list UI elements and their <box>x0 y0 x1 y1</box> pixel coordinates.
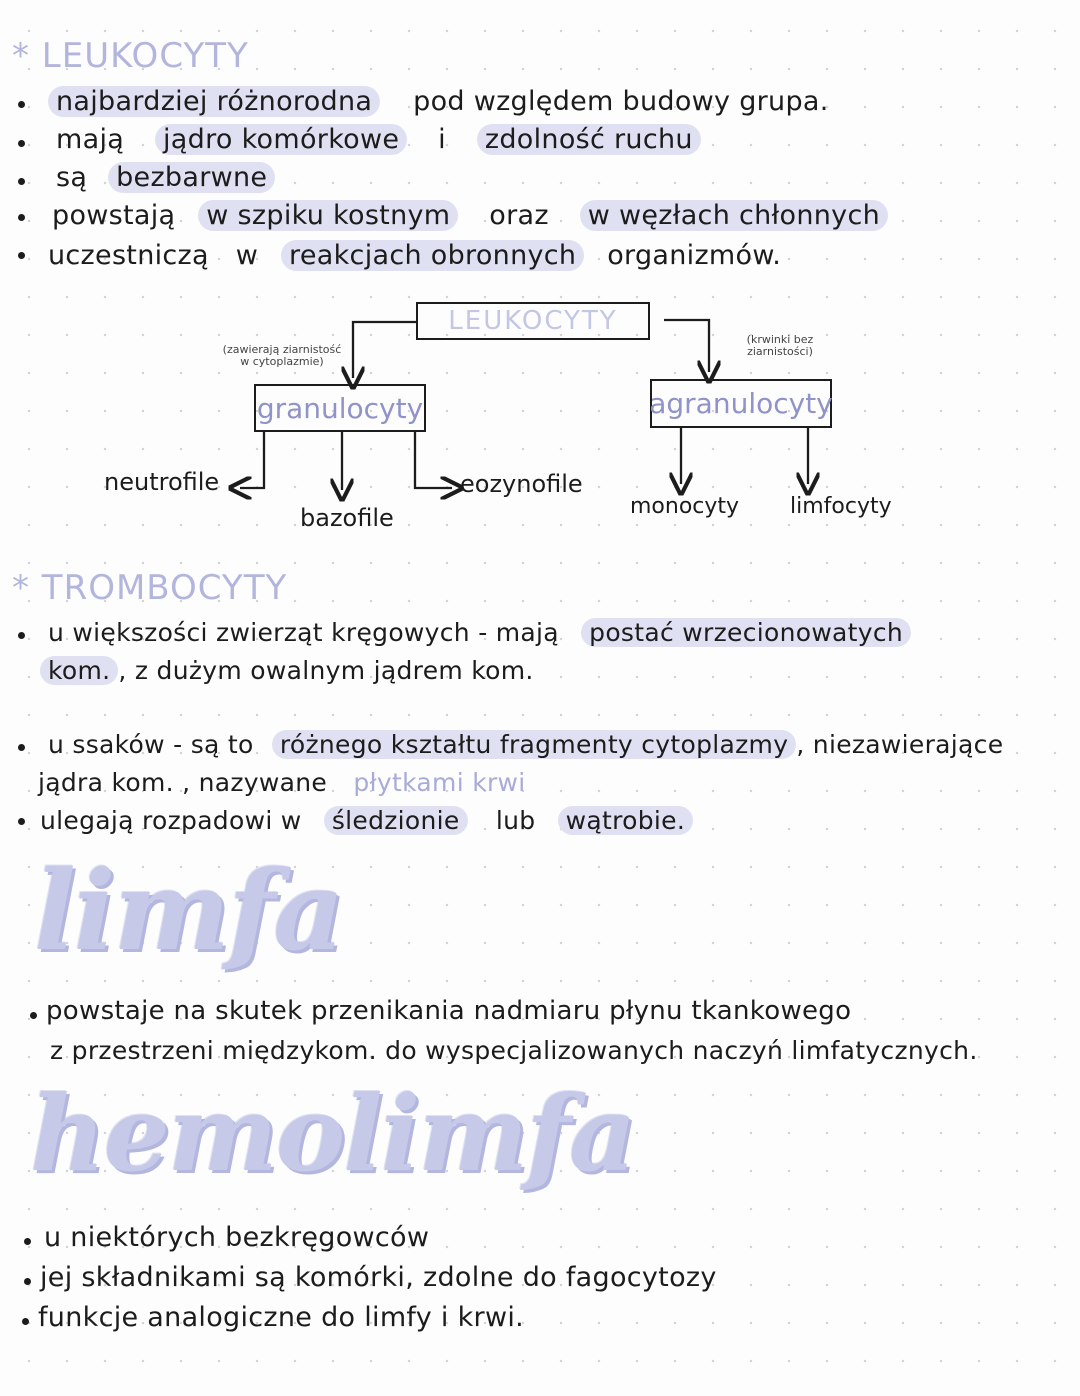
limfocyty-label: limfocyty <box>790 494 892 519</box>
neutrofile-label: neutrofile <box>104 468 220 496</box>
text: ulegają rozpadowi w <box>40 806 302 835</box>
limfa-line2: z przestrzeni międzykom. do wyspecjalizowanych naczyń limfatycznych. <box>50 1036 978 1065</box>
bullet-dot <box>24 1278 31 1285</box>
highlight: zdolność ruchu <box>477 124 701 155</box>
highlight: różnego kształtu fragmenty cytoplazmy <box>272 730 796 759</box>
text: pod względem budowy grupa. <box>413 86 829 117</box>
text: jądra kom. , nazywane <box>38 768 328 797</box>
highlight: jądro komórkowe <box>155 124 407 155</box>
text: są <box>56 162 88 193</box>
text: w <box>235 240 259 271</box>
hemolimfa-bullet-2: jej składnikami są komórki, zdolne do fagocytozy <box>40 1262 717 1293</box>
text: uczestniczą <box>48 240 209 271</box>
highlight: wątrobie. <box>558 806 693 835</box>
text: powstają <box>52 200 176 231</box>
text: , niezawierające <box>796 730 1004 759</box>
agranulocyty-box: agranulocyty <box>650 379 832 428</box>
eozynofile-label: eozynofile <box>460 470 583 498</box>
monocyty-label: monocyty <box>630 494 740 519</box>
limfa-line1: powstaje na skutek przenikania nadmiaru płynu tkankowego <box>46 996 852 1026</box>
highlight: bezbarwne <box>108 162 275 193</box>
highlight: reakcjach obronnych <box>281 240 584 271</box>
hemolimfa-bullet-3: funkcje analogiczne do limfy i krwi. <box>38 1302 525 1333</box>
bullet-dot <box>18 632 25 639</box>
bazofile-label: bazofile <box>300 504 394 532</box>
hemolimfa-title: hemolimfa <box>30 1072 635 1195</box>
text: , z dużym owalnym jądrem kom. <box>118 656 534 685</box>
leukocyty-root-box: LEUKOCYTY <box>416 302 650 340</box>
highlight: śledzionie <box>324 806 468 835</box>
text: u ssaków - są to <box>48 730 254 759</box>
text: lub <box>495 806 536 835</box>
text: organizmów. <box>607 240 782 271</box>
bullet-dot <box>18 744 25 751</box>
bullet-dot <box>22 1318 29 1325</box>
highlight: w szpiku kostnym <box>198 200 458 231</box>
trombo-p1-line1 <box>48 618 911 647</box>
highlight: postać wrzecionowatych <box>581 618 911 647</box>
text: u większości zwierząt kręgowych - mają <box>48 618 559 647</box>
granulocyty-note: (zawierają ziarnistość w cytoplazmie) <box>222 343 342 368</box>
trombo-p1-line2 <box>40 656 534 685</box>
text: oraz <box>489 200 549 231</box>
highlight: najbardziej różnorodna <box>48 86 380 117</box>
trombocyty-heading: * TROMBOCYTY <box>12 568 288 608</box>
text: mają <box>56 124 125 155</box>
leukocyty-heading: * LEUKOCYTY <box>12 36 249 76</box>
bullet-dot <box>24 1238 31 1245</box>
highlight-text: płytkami krwi <box>353 768 526 797</box>
hemolimfa-bullet-1: u niektórych bezkręgowców <box>44 1222 430 1253</box>
trombo-p2-line2 <box>38 768 526 797</box>
granulocyty-box: granulocyty <box>254 384 426 432</box>
agranulocyty-note: (krwinki bez ziarnistości) <box>746 333 814 358</box>
trombo-p3 <box>40 806 693 835</box>
limfa-title: limfa <box>34 846 343 975</box>
highlight: w węzłach chłonnych <box>580 200 888 231</box>
bullet-dot <box>18 818 25 825</box>
bullet-dot <box>30 1012 37 1019</box>
text: i <box>438 124 446 155</box>
trombo-p2-line1 <box>48 730 1003 759</box>
highlight: kom. <box>40 656 118 685</box>
